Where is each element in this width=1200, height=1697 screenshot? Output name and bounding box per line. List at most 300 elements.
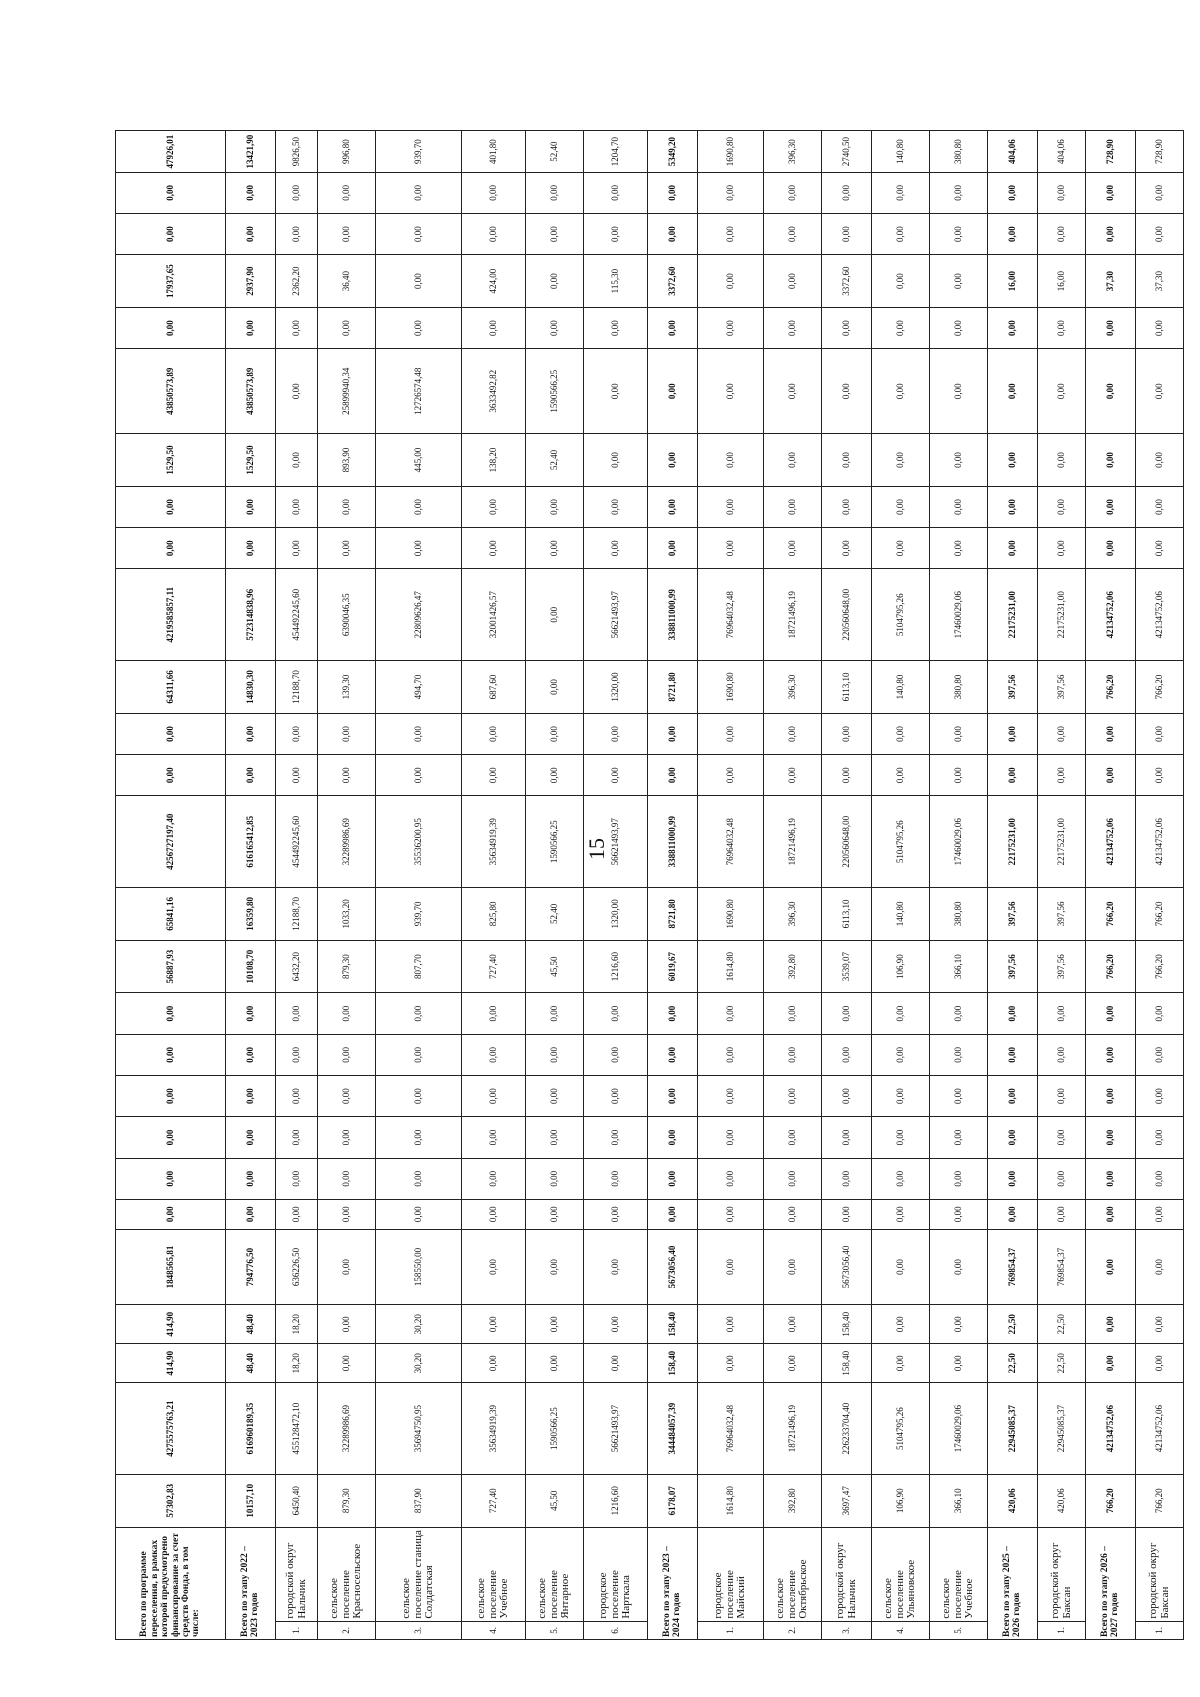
- municipality-name: сельское поселение Учебное: [462, 1527, 526, 1621]
- value-cell: 30,20: [376, 1344, 462, 1383]
- value-cell: 0,00: [526, 214, 584, 255]
- value-cell: 42134752,06: [1086, 569, 1136, 661]
- value-cell: 0,00: [1086, 1344, 1136, 1383]
- value-cell: 0,00: [872, 255, 930, 308]
- value-cell: 0,00: [930, 308, 988, 349]
- value-cell: 22,50: [988, 1305, 1038, 1344]
- value-cell: 0,00: [1038, 349, 1086, 434]
- value-cell: 0,00: [872, 349, 930, 434]
- table-row: [376, 51, 462, 1640]
- value-cell: 0,00: [1136, 528, 1184, 569]
- value-cell: 0,00: [822, 172, 872, 213]
- value-cell: 0,00: [276, 308, 318, 349]
- value-cell: 0,00: [584, 1229, 648, 1305]
- value-cell: 0,00: [1136, 713, 1184, 754]
- value-cell: 0,00: [648, 486, 698, 527]
- rotated-table-container: [115, 50, 1171, 1640]
- table-row: [1136, 51, 1184, 1640]
- value-cell: 0,00: [1038, 434, 1086, 487]
- value-cell: 766,20: [1136, 661, 1184, 714]
- value-cell: 56621493,97: [584, 569, 648, 661]
- value-cell: 3372,60: [822, 255, 872, 308]
- value-cell: 0,00: [764, 1158, 822, 1199]
- value-cell: 0,00: [376, 486, 462, 527]
- value-cell: 0,00: [1038, 1117, 1086, 1158]
- value-cell: 16359,80: [226, 888, 276, 941]
- value-cell: 17937,65: [116, 255, 226, 308]
- value-cell: 139,30: [318, 661, 376, 714]
- value-cell: 56887,93: [116, 940, 226, 993]
- value-cell: 22175231,00: [1038, 796, 1086, 888]
- value-cell: 0,00: [1086, 214, 1136, 255]
- value-cell: 0,00: [318, 1199, 376, 1229]
- value-cell: 5673056,40: [822, 1229, 872, 1305]
- value-cell: 4256727197,40: [116, 796, 226, 888]
- table-row: [930, 51, 988, 1640]
- value-cell: 0,00: [822, 1034, 872, 1075]
- value-cell: 1590566,25: [526, 1383, 584, 1475]
- value-cell: 728,90: [1086, 131, 1136, 172]
- value-cell: 0,00: [930, 993, 988, 1034]
- value-cell: 65841,16: [116, 888, 226, 941]
- value-cell: 397,56: [1038, 661, 1086, 714]
- value-cell: 5349,20: [648, 131, 698, 172]
- value-cell: 0,00: [1136, 755, 1184, 796]
- value-cell: 0,00: [584, 1344, 648, 1383]
- value-cell: 0,00: [318, 1305, 376, 1344]
- value-cell: 397,56: [988, 661, 1038, 714]
- value-cell: 0,00: [318, 755, 376, 796]
- value-cell: 0,00: [822, 214, 872, 255]
- value-cell: 344484057,39: [648, 1383, 698, 1475]
- value-cell: 115,30: [584, 255, 648, 308]
- value-cell: 45,50: [526, 1474, 584, 1527]
- value-cell: 0,00: [764, 349, 822, 434]
- value-cell: 18,20: [276, 1305, 318, 1344]
- value-cell: 0,00: [462, 1199, 526, 1229]
- value-cell: 0,00: [930, 713, 988, 754]
- value-cell: 0,00: [930, 255, 988, 308]
- value-cell: 52,40: [526, 131, 584, 172]
- value-cell: 0,00: [584, 1076, 648, 1117]
- value-cell: 616960189,35: [226, 1383, 276, 1475]
- value-cell: 404,06: [1038, 131, 1086, 172]
- value-cell: 0,00: [116, 1034, 226, 1075]
- value-cell: 0,00: [764, 713, 822, 754]
- value-cell: 0,00: [318, 528, 376, 569]
- value-cell: 158,40: [648, 1305, 698, 1344]
- value-cell: 0,00: [988, 434, 1038, 487]
- row-number: 4.: [872, 1621, 930, 1639]
- value-cell: 0,00: [698, 172, 764, 213]
- value-cell: 158,40: [822, 1344, 872, 1383]
- value-cell: 0,00: [872, 1034, 930, 1075]
- value-cell: 0,00: [462, 993, 526, 1034]
- value-cell: 0,00: [226, 214, 276, 255]
- value-cell: 420,06: [988, 1474, 1038, 1527]
- municipality-name: сельское поселение станица Солдатская: [376, 1527, 462, 1621]
- value-cell: 0,00: [376, 528, 462, 569]
- value-cell: 0,00: [988, 528, 1038, 569]
- value-cell: 939,70: [376, 888, 462, 941]
- value-cell: 0,00: [226, 1117, 276, 1158]
- value-cell: 3633492,82: [462, 349, 526, 434]
- value-cell: 0,00: [116, 486, 226, 527]
- table-row-stage-total: [1086, 51, 1136, 1640]
- value-cell: 10108,70: [226, 940, 276, 993]
- value-cell: 0,00: [648, 1117, 698, 1158]
- value-cell: 0,00: [1038, 486, 1086, 527]
- value-cell: 0,00: [1136, 1034, 1184, 1075]
- value-cell: 0,00: [1136, 434, 1184, 487]
- value-cell: 3372,60: [648, 255, 698, 308]
- value-cell: 32001426,57: [462, 569, 526, 661]
- value-cell: 0,00: [648, 1034, 698, 1075]
- value-cell: 0,00: [226, 1158, 276, 1199]
- value-cell: 0,00: [698, 1305, 764, 1344]
- value-cell: 3539,07: [822, 940, 872, 993]
- value-cell: 0,00: [648, 1199, 698, 1229]
- value-cell: 0,00: [116, 1117, 226, 1158]
- value-cell: 4219585857,11: [116, 569, 226, 661]
- value-cell: 0,00: [526, 486, 584, 527]
- value-cell: 0,00: [1136, 214, 1184, 255]
- value-cell: 0,00: [526, 569, 584, 661]
- value-cell: 0,00: [526, 1117, 584, 1158]
- value-cell: 0,00: [116, 1199, 226, 1229]
- value-cell: 0,00: [1136, 1117, 1184, 1158]
- value-cell: 1590566,25: [526, 796, 584, 888]
- value-cell: 0,00: [584, 308, 648, 349]
- value-cell: 0,00: [526, 1305, 584, 1344]
- table-row-stage-total: [648, 51, 698, 1640]
- value-cell: 0,00: [822, 755, 872, 796]
- value-cell: 0,00: [584, 486, 648, 527]
- value-cell: 0,00: [698, 755, 764, 796]
- value-cell: 404,06: [988, 131, 1038, 172]
- value-cell: 397,56: [988, 940, 1038, 993]
- value-cell: 0,00: [698, 713, 764, 754]
- municipality-name: городское поселение Нарткала: [584, 1527, 648, 1621]
- value-cell: 17460029,06: [930, 796, 988, 888]
- value-cell: 0,00: [462, 1158, 526, 1199]
- value-cell: 794776,50: [226, 1229, 276, 1305]
- value-cell: 0,00: [584, 755, 648, 796]
- value-cell: 0,00: [822, 1199, 872, 1229]
- value-cell: 0,00: [648, 214, 698, 255]
- value-cell: 0,00: [1136, 172, 1184, 213]
- value-cell: 825,80: [462, 888, 526, 941]
- value-cell: 0,00: [930, 1076, 988, 1117]
- value-cell: 0,00: [1136, 1344, 1184, 1383]
- value-cell: 572314838,96: [226, 569, 276, 661]
- value-cell: 35634919,39: [462, 1383, 526, 1475]
- value-cell: 140,80: [872, 888, 930, 941]
- value-cell: 9826,50: [276, 131, 318, 172]
- value-cell: 0,00: [318, 172, 376, 213]
- value-cell: 5104795,26: [872, 796, 930, 888]
- row-number: 5.: [526, 1621, 584, 1639]
- value-cell: 766,20: [1086, 661, 1136, 714]
- value-cell: 45,50: [526, 940, 584, 993]
- value-cell: 338811000,99: [648, 569, 698, 661]
- value-cell: 47926,01: [116, 131, 226, 172]
- value-cell: 0,00: [1136, 1158, 1184, 1199]
- value-cell: 158,40: [822, 1305, 872, 1344]
- value-cell: 0,00: [1086, 1158, 1136, 1199]
- value-cell: 0,00: [276, 1117, 318, 1158]
- value-cell: 0,00: [872, 755, 930, 796]
- value-cell: 0,00: [764, 486, 822, 527]
- value-cell: 64311,66: [116, 661, 226, 714]
- value-cell: 0,00: [584, 1158, 648, 1199]
- value-cell: 0,00: [116, 308, 226, 349]
- value-cell: 0,00: [648, 349, 698, 434]
- value-cell: 494,70: [376, 661, 462, 714]
- value-cell: 0,00: [872, 528, 930, 569]
- value-cell: 0,00: [116, 1158, 226, 1199]
- value-cell: 35694750,95: [376, 1383, 462, 1475]
- value-cell: 17460029,06: [930, 569, 988, 661]
- value-cell: 879,30: [318, 940, 376, 993]
- value-cell: 0,00: [276, 1034, 318, 1075]
- value-cell: 0,00: [988, 1034, 1038, 1075]
- value-cell: 0,00: [276, 755, 318, 796]
- value-cell: 0,00: [930, 1344, 988, 1383]
- value-cell: 0,00: [698, 255, 764, 308]
- value-cell: 0,00: [462, 713, 526, 754]
- table-row: [1038, 51, 1086, 1640]
- value-cell: 0,00: [698, 1199, 764, 1229]
- value-cell: 0,00: [648, 528, 698, 569]
- value-cell: 0,00: [1038, 1034, 1086, 1075]
- value-cell: 42134752,06: [1086, 796, 1136, 888]
- value-cell: 0,00: [526, 1344, 584, 1383]
- value-cell: 0,00: [822, 528, 872, 569]
- value-cell: 0,00: [930, 1117, 988, 1158]
- value-cell: 0,00: [764, 214, 822, 255]
- stage-total-label: Всего по этапу 2023 – 2024 годов: [648, 1527, 698, 1639]
- value-cell: 0,00: [116, 755, 226, 796]
- value-cell: 0,00: [930, 1199, 988, 1229]
- value-cell: 0,00: [462, 1229, 526, 1305]
- value-cell: 158,40: [648, 1344, 698, 1383]
- municipality-name: городской округ Баксан: [1136, 1527, 1184, 1621]
- value-cell: 52,40: [526, 888, 584, 941]
- value-cell: 0,00: [584, 172, 648, 213]
- value-cell: 0,00: [1086, 755, 1136, 796]
- value-cell: 0,00: [376, 1117, 462, 1158]
- value-cell: 0,00: [276, 713, 318, 754]
- value-cell: 766,20: [1086, 1474, 1136, 1527]
- value-cell: 0,00: [1086, 993, 1136, 1034]
- value-cell: 13421,90: [226, 131, 276, 172]
- value-cell: 0,00: [584, 993, 648, 1034]
- value-cell: 0,00: [930, 528, 988, 569]
- value-cell: 0,00: [698, 1229, 764, 1305]
- value-cell: 401,80: [462, 131, 526, 172]
- value-cell: 2362,20: [276, 255, 318, 308]
- value-cell: 0,00: [822, 434, 872, 487]
- value-cell: 0,00: [1038, 308, 1086, 349]
- value-cell: 727,40: [462, 940, 526, 993]
- value-cell: 616165412,85: [226, 796, 276, 888]
- value-cell: 0,00: [584, 434, 648, 487]
- value-cell: 0,00: [376, 1076, 462, 1117]
- value-cell: 0,00: [376, 255, 462, 308]
- value-cell: 0,00: [1136, 1305, 1184, 1344]
- value-cell: 0,00: [584, 349, 648, 434]
- value-cell: 0,00: [1086, 1199, 1136, 1229]
- value-cell: 0,00: [872, 1117, 930, 1158]
- value-cell: 37,30: [1136, 255, 1184, 308]
- value-cell: 22175231,00: [988, 569, 1038, 661]
- value-cell: 0,00: [648, 993, 698, 1034]
- value-cell: 0,00: [930, 172, 988, 213]
- value-cell: 0,00: [276, 349, 318, 434]
- value-cell: 16,00: [1038, 255, 1086, 308]
- value-cell: 380,80: [930, 661, 988, 714]
- value-cell: 0,00: [764, 308, 822, 349]
- value-cell: 0,00: [648, 172, 698, 213]
- resettlement-table: [115, 50, 1184, 1640]
- table-row: [318, 51, 376, 1640]
- value-cell: 18721496,19: [764, 1383, 822, 1475]
- value-cell: 380,80: [930, 131, 988, 172]
- table-row: [698, 51, 764, 1640]
- value-cell: 0,00: [1038, 755, 1086, 796]
- stage-total-label: Всего по этапу 2025 – 2026 годов: [988, 1527, 1038, 1639]
- value-cell: 36,40: [318, 255, 376, 308]
- value-cell: 3697,47: [822, 1474, 872, 1527]
- value-cell: 56621493,97: [584, 796, 648, 888]
- value-cell: 0,00: [822, 993, 872, 1034]
- table-row: [764, 51, 822, 1640]
- value-cell: 1848565,81: [116, 1229, 226, 1305]
- value-cell: 0,00: [462, 214, 526, 255]
- value-cell: 0,00: [764, 528, 822, 569]
- value-cell: 0,00: [116, 993, 226, 1034]
- value-cell: 5104795,26: [872, 569, 930, 661]
- value-cell: 424,00: [462, 255, 526, 308]
- value-cell: 158550,00: [376, 1229, 462, 1305]
- value-cell: 0,00: [930, 434, 988, 487]
- page-number: 15: [584, 838, 609, 860]
- value-cell: 2740,50: [822, 131, 872, 172]
- value-cell: 0,00: [988, 486, 1038, 527]
- value-cell: 18,20: [276, 1344, 318, 1383]
- value-cell: 1320,00: [584, 888, 648, 941]
- value-cell: 1690,80: [698, 131, 764, 172]
- value-cell: 1614,80: [698, 940, 764, 993]
- value-cell: 0,00: [698, 486, 764, 527]
- value-cell: 12726574,48: [376, 349, 462, 434]
- value-cell: 0,00: [1086, 1034, 1136, 1075]
- value-cell: 0,00: [116, 713, 226, 754]
- value-cell: 42134752,06: [1086, 1383, 1136, 1475]
- value-cell: 0,00: [526, 1158, 584, 1199]
- row-number: 2.: [318, 1621, 376, 1639]
- value-cell: 140,80: [872, 131, 930, 172]
- value-cell: 0,00: [1086, 1076, 1136, 1117]
- value-cell: 0,00: [226, 1076, 276, 1117]
- table-row: [276, 51, 318, 1640]
- value-cell: 22809626,47: [376, 569, 462, 661]
- row-number: 3.: [376, 1621, 462, 1639]
- value-cell: 0,00: [698, 214, 764, 255]
- value-cell: 56621493,97: [584, 1383, 648, 1475]
- value-cell: 0,00: [930, 1305, 988, 1344]
- value-cell: 30,20: [376, 1305, 462, 1344]
- value-cell: 16,00: [988, 255, 1038, 308]
- value-cell: 0,00: [276, 434, 318, 487]
- value-cell: 0,00: [376, 993, 462, 1034]
- value-cell: 6113,10: [822, 888, 872, 941]
- municipality-name: городской округ Баксан: [1038, 1527, 1086, 1621]
- value-cell: 226233704,40: [822, 1383, 872, 1475]
- row-number: 6.: [584, 1621, 648, 1639]
- value-cell: 0,00: [1086, 528, 1136, 569]
- value-cell: 57302,83: [116, 1474, 226, 1527]
- value-cell: 6113,10: [822, 661, 872, 714]
- table-area: [115, 50, 1171, 1640]
- value-cell: 766,20: [1136, 888, 1184, 941]
- value-cell: 0,00: [226, 1034, 276, 1075]
- value-cell: 0,00: [764, 1076, 822, 1117]
- value-cell: 0,00: [318, 1158, 376, 1199]
- value-cell: 35634919,39: [462, 796, 526, 888]
- value-cell: 0,00: [526, 1229, 584, 1305]
- value-cell: 0,00: [764, 1344, 822, 1383]
- value-cell: 0,00: [1038, 1076, 1086, 1117]
- value-cell: 0,00: [462, 1117, 526, 1158]
- value-cell: 0,00: [988, 713, 1038, 754]
- value-cell: 0,00: [822, 1158, 872, 1199]
- stage-total-label: Всего по этапу 2026 – 2027 годов: [1086, 1527, 1136, 1639]
- value-cell: 42134752,06: [1136, 1383, 1184, 1475]
- value-cell: 0,00: [822, 486, 872, 527]
- value-cell: 0,00: [988, 993, 1038, 1034]
- value-cell: 52,40: [526, 434, 584, 487]
- value-cell: 0,00: [376, 172, 462, 213]
- value-cell: 22945085,37: [1038, 1383, 1086, 1475]
- value-cell: 0,00: [1038, 993, 1086, 1034]
- value-cell: 0,00: [872, 308, 930, 349]
- value-cell: 0,00: [988, 349, 1038, 434]
- value-cell: 0,00: [318, 308, 376, 349]
- value-cell: 18721496,19: [764, 569, 822, 661]
- value-cell: 43850573,89: [226, 349, 276, 434]
- value-cell: 0,00: [276, 1199, 318, 1229]
- value-cell: 0,00: [276, 1076, 318, 1117]
- value-cell: 0,00: [764, 1034, 822, 1075]
- row-number: 1.: [1038, 1621, 1086, 1639]
- value-cell: 728,90: [1136, 131, 1184, 172]
- table-row: [822, 51, 872, 1640]
- value-cell: 445,00: [376, 434, 462, 487]
- value-cell: 727,40: [462, 1474, 526, 1527]
- value-cell: 32289986,69: [318, 796, 376, 888]
- value-cell: 0,00: [116, 172, 226, 213]
- stage-total-label: Всего по этапу 2022 – 2023 годов: [226, 1527, 276, 1639]
- value-cell: 0,00: [376, 308, 462, 349]
- value-cell: 0,00: [526, 1034, 584, 1075]
- value-cell: 0,00: [930, 214, 988, 255]
- value-cell: 8721,80: [648, 661, 698, 714]
- value-cell: 0,00: [1086, 1229, 1136, 1305]
- value-cell: 455128472,10: [276, 1383, 318, 1475]
- value-cell: 0,00: [872, 1305, 930, 1344]
